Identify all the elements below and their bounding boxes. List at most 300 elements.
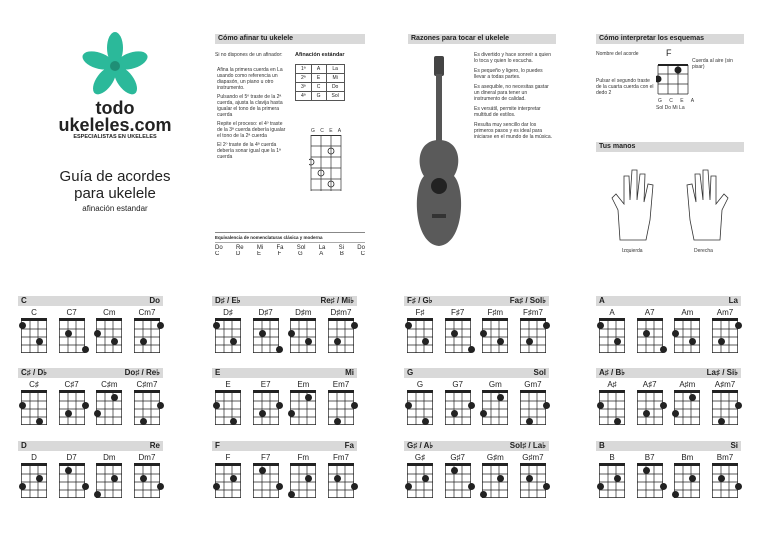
fretboard [520, 390, 546, 422]
finger-dot [660, 402, 667, 409]
finger-dot [36, 338, 43, 345]
logo-line1: todo [95, 98, 135, 118]
chord-diagram [250, 308, 282, 350]
finger-dot [422, 418, 429, 425]
chord-name: Gm [488, 380, 502, 389]
finger-dot [689, 338, 696, 345]
hands-title: Tus manos [596, 142, 744, 152]
finger-dot [468, 346, 475, 353]
chord-block-header [212, 368, 357, 378]
chord-diagram [709, 308, 741, 350]
fretboard [407, 390, 433, 422]
chord-block [404, 368, 549, 422]
fretboard [674, 318, 700, 350]
chord-name: D♯ [223, 308, 233, 317]
finger-dot [36, 418, 43, 425]
chord-row [404, 308, 549, 350]
cover-title [40, 168, 190, 213]
chord-diagram [212, 380, 244, 422]
chord-root-en: A♯ / B♭ [599, 368, 625, 377]
finger-dot [543, 402, 550, 409]
chord-block [212, 296, 357, 350]
fretboard [96, 463, 122, 495]
fretboard [21, 390, 47, 422]
chord-name: E [225, 380, 231, 389]
chord-diagram [93, 453, 125, 495]
finger-dot [19, 402, 26, 409]
chord-diagram [250, 380, 282, 422]
fretboard [290, 463, 316, 495]
chord-block-header [596, 368, 741, 378]
chord-block-header [404, 368, 549, 378]
fretboard [328, 390, 354, 422]
finger-dot [689, 394, 696, 401]
chord-block [596, 296, 741, 350]
cover-subtitle: afinación estandar [82, 204, 148, 213]
finger-dot [451, 410, 458, 417]
finger-dot [643, 410, 650, 417]
chord-name: F♯7 [450, 308, 465, 317]
diagram-open-label: Cuerda al aire (sin pisar) [692, 58, 733, 70]
tuning-step: Repite el proceso: el 4º traste de la 3ª cuerda debería igualar el tono de la 2ª cuerda [217, 121, 286, 139]
chord-root-es: Mi [345, 368, 354, 377]
chord-block-header [212, 441, 357, 451]
fretboard [21, 463, 47, 495]
chord-diagram [404, 453, 436, 495]
chord-diagram [442, 380, 474, 422]
finger-dot [157, 483, 164, 490]
cell: Sol [326, 92, 344, 101]
fretboard [215, 390, 241, 422]
equiv-top: Sol [296, 245, 306, 251]
chord-name: F7 [260, 453, 271, 462]
chord-diagram [596, 453, 628, 495]
chord-diagram [709, 380, 741, 422]
chord-root-en: C♯ / D♭ [21, 368, 47, 377]
chord-diagram [56, 308, 88, 350]
finger-dot [157, 402, 164, 409]
chord-diagram [93, 308, 125, 350]
equiv-bottom: E [256, 251, 261, 256]
equiv-top: Mi [256, 245, 264, 251]
chord-diagram [442, 453, 474, 495]
finger-dot [660, 483, 667, 490]
fretboard [599, 463, 625, 495]
chord-root-es: Sol♯ / La♭ [509, 441, 546, 450]
chord-root-es: Fa [344, 441, 354, 450]
diagram-title: Cómo interpretar los esquemas [596, 34, 744, 44]
chord-block-header [404, 441, 549, 451]
chord-diagram [56, 453, 88, 495]
finger-dot [82, 402, 89, 409]
chord-root-en: E [215, 368, 221, 377]
fretboard [290, 390, 316, 422]
chord-name: G♯7 [450, 453, 465, 462]
fretboard [712, 318, 738, 350]
chord-row [212, 380, 357, 422]
tuning-step: El 2º traste de la 4ª cuerda debería sonar igual que la 1ª cuerda [217, 142, 281, 160]
finger-dot [19, 322, 26, 329]
fretboard [407, 318, 433, 350]
fretboard [96, 318, 122, 350]
chord-row [18, 308, 163, 350]
chord-block [596, 441, 741, 495]
chord-row [596, 453, 741, 495]
chord-row [212, 308, 357, 350]
chord-row [18, 380, 163, 422]
finger-dot [65, 410, 72, 417]
diagram-name: F [666, 48, 672, 58]
logo [50, 30, 180, 140]
fretboard [253, 318, 279, 350]
chord-diagram [479, 380, 511, 422]
chord-diagram [517, 453, 549, 495]
chord-root-en: A [599, 296, 605, 305]
chord-name: C7 [66, 308, 77, 317]
chord-name: D♯m [295, 308, 312, 317]
fretboard [134, 318, 160, 350]
tuning-table-title: Afinación estándar [295, 52, 345, 58]
chord-name: Dm7 [138, 453, 156, 462]
finger-dot [259, 467, 266, 474]
chord-diagram [634, 453, 666, 495]
chord-block-header [596, 296, 741, 306]
fretboard [674, 390, 700, 422]
finger-dot [735, 402, 742, 409]
finger-dot [305, 475, 312, 482]
equiv-top: La [318, 245, 326, 251]
tuning-panel [215, 34, 365, 256]
finger-dot [614, 338, 621, 345]
chord-name: E7 [260, 380, 271, 389]
finger-dot [351, 483, 358, 490]
finger-dot [276, 346, 283, 353]
chord-name: Em [297, 380, 310, 389]
fretboard [482, 390, 508, 422]
cell: 4ª [296, 92, 312, 101]
finger-dot [643, 330, 650, 337]
finger-dot [19, 483, 26, 490]
chord-name: G♯ [414, 453, 426, 462]
diagram-example [656, 64, 690, 96]
finger-dot [451, 467, 458, 474]
finger-dot [259, 330, 266, 337]
chord-diagram [671, 453, 703, 495]
fretboard [407, 463, 433, 495]
diagram-strings-es: Sol Do Mi La [656, 105, 685, 111]
finger-dot [614, 475, 621, 482]
chord-block-header [596, 441, 741, 451]
logo-line2: ukeleles.com [58, 115, 172, 135]
equiv-bottom: C [215, 251, 220, 256]
hands-image [610, 160, 730, 246]
chord-root-es: Do [149, 296, 160, 305]
finger-dot [305, 338, 312, 345]
finger-dot [213, 322, 220, 329]
fretboard [253, 390, 279, 422]
chord-name: A♯m7 [714, 380, 736, 389]
finger-dot [82, 483, 89, 490]
chord-diagram [131, 380, 163, 422]
finger-dot [111, 338, 118, 345]
fretboard [215, 463, 241, 495]
chord-diagram [287, 380, 319, 422]
chord-diagram [671, 380, 703, 422]
fretboard [59, 318, 85, 350]
chord-name: B7 [644, 453, 655, 462]
chord-name: G♯m7 [522, 453, 544, 462]
cell: Mi [326, 74, 344, 83]
chord-diagram [517, 380, 549, 422]
chord-root-es: Fa♯ / Sol♭ [509, 296, 546, 305]
chord-root-en: F♯ / G♭ [407, 296, 433, 305]
chord-diagram [131, 308, 163, 350]
chord-name: F♯ [415, 308, 425, 317]
fretboard [599, 390, 625, 422]
fretboard [482, 463, 508, 495]
chord-row [404, 453, 549, 495]
fretboard [637, 318, 663, 350]
chord-name: C♯ [29, 380, 39, 389]
tuning-fretboard [309, 135, 343, 191]
finger-dot [422, 475, 429, 482]
reasons-panel [408, 34, 556, 140]
reason-item: Es versátil, permite interpretar multitud de estilos. [474, 106, 541, 118]
chord-root-es: La [728, 296, 738, 305]
chord-row [18, 453, 163, 495]
chord-name: A [609, 308, 615, 317]
equiv-bottom: C [360, 251, 365, 256]
reason-item: Resulta muy sencillo dar los primeros pasos y es ideal para iniciarse en el mundo de la música. [474, 122, 553, 140]
chord-name: Fm7 [332, 453, 349, 462]
chord-name: F♯m7 [522, 308, 543, 317]
finger-dot [405, 402, 412, 409]
chord-diagram [442, 308, 474, 350]
finger-dot [111, 475, 118, 482]
reason-item: Es pequeño y ligero, lo puedes llevar a todas partes. [474, 68, 543, 80]
finger-dot [65, 330, 72, 337]
finger-dot [213, 483, 220, 490]
tuning-strings: G C E A [311, 128, 344, 134]
fretboard [712, 463, 738, 495]
finger-dot [468, 402, 475, 409]
chord-root-en: D♯ / E♭ [215, 296, 241, 305]
tuning-step: Pulsando el 5º traste de la 2ª cuerda, ajusta la clavija hasta igualar el tono de la primera cuerda [217, 94, 283, 118]
chord-name: G7 [452, 380, 463, 389]
chord-diagram [93, 380, 125, 422]
chord-name: C [31, 308, 37, 317]
tuning-step: Afina la primera cuerda en La usando como referencia un diapasón, un piano u otro instrumento. [217, 67, 283, 91]
finger-dot [643, 467, 650, 474]
cover-title-1: Guía de acordes [59, 168, 171, 185]
chord-diagram [479, 308, 511, 350]
finger-dot [351, 322, 358, 329]
reason-item: Es asequible, no necesitas gastar un dineral para tener un instrumento de calidad. [474, 84, 549, 102]
fretboard [520, 318, 546, 350]
finger-dot [259, 410, 266, 417]
chord-root-en: C [21, 296, 27, 305]
chord-block [404, 441, 549, 495]
chord-name: B [609, 453, 615, 462]
chord-root-en: G [407, 368, 414, 377]
finger-dot [614, 418, 621, 425]
chord-name: C♯m [101, 380, 118, 389]
fretboard [134, 390, 160, 422]
chord-block [18, 296, 163, 350]
fretboard [328, 463, 354, 495]
fretboard [520, 463, 546, 495]
chord-name: Cm7 [138, 308, 156, 317]
fretboard [253, 463, 279, 495]
chord-root-es: Re♯ / Mi♭ [320, 296, 354, 305]
chord-root-en: D [21, 441, 27, 450]
fretboard [215, 318, 241, 350]
equiv-top: Fa [276, 245, 284, 251]
finger-dot [305, 394, 312, 401]
fretboard [674, 463, 700, 495]
finger-dot [422, 338, 429, 345]
chord-block [212, 441, 357, 495]
finger-dot [230, 475, 237, 482]
fretboard [445, 318, 471, 350]
chord-diagram [250, 453, 282, 495]
cell: A [311, 65, 326, 74]
chord-diagram [325, 308, 357, 350]
chord-root-es: Re [149, 441, 160, 450]
chord-diagram [287, 453, 319, 495]
chord-row [404, 380, 549, 422]
fretboard [59, 463, 85, 495]
finger-dot [276, 483, 283, 490]
chord-name: Fm [297, 453, 310, 462]
finger-dot [82, 346, 89, 353]
equiv-top: Re [235, 245, 244, 251]
cover-title-2: para ukelele [74, 185, 156, 202]
chord-block [18, 368, 163, 422]
fretboard [712, 390, 738, 422]
cell: E [311, 74, 326, 83]
equiv-bottom: G [297, 251, 303, 256]
diagram-panel [596, 34, 744, 254]
chord-block-header [404, 296, 549, 306]
chord-diagram [287, 308, 319, 350]
chord-diagram [212, 453, 244, 495]
chord-diagram [709, 453, 741, 495]
tuning-title: Cómo afinar tu ukelele [215, 34, 365, 44]
fretboard [328, 318, 354, 350]
hands-left-label: Izquierda [622, 248, 643, 254]
chord-name: A♯7 [642, 380, 657, 389]
finger-dot [213, 402, 220, 409]
chord-diagram [634, 308, 666, 350]
chord-diagram [517, 308, 549, 350]
chord-name: C♯7 [64, 380, 79, 389]
finger-dot [111, 394, 118, 401]
tuning-table [295, 64, 345, 101]
finger-dot [597, 322, 604, 329]
diagram-strings-en: G C E A [658, 98, 698, 104]
chord-name: Gm7 [524, 380, 542, 389]
fretboard [134, 463, 160, 495]
chord-diagram [18, 308, 50, 350]
chord-name: D7 [66, 453, 77, 462]
chord-block-header [212, 296, 357, 306]
equiv-bottom: B [339, 251, 344, 256]
chord-diagram [325, 453, 357, 495]
chord-name: D♯m7 [330, 308, 352, 317]
chord-name: Am7 [716, 308, 734, 317]
chord-diagram [18, 453, 50, 495]
finger-dot [230, 338, 237, 345]
equiv-top: Si [338, 245, 344, 251]
chord-row [596, 380, 741, 422]
chord-name: F♯m [487, 308, 504, 317]
reasons-title: Razones para tocar el ukelele [408, 34, 556, 44]
chord-diagram [131, 453, 163, 495]
finger-dot [276, 402, 283, 409]
chord-root-en: F [215, 441, 220, 450]
finger-dot [543, 322, 550, 329]
chord-diagram [479, 453, 511, 495]
equiv-top: Do [357, 245, 365, 251]
chord-root-es: La♯ / Si♭ [706, 368, 738, 377]
chord-diagram [671, 308, 703, 350]
chord-diagram [325, 380, 357, 422]
chord-name: G♯m [486, 453, 504, 462]
finger-dot [157, 322, 164, 329]
fretboard [445, 463, 471, 495]
reason-item: Es divertido y hace sonreír a quien lo toca y quien lo escucha. [474, 52, 551, 64]
chord-root-en: G♯ / A♭ [407, 441, 434, 450]
finger-dot [36, 475, 43, 482]
equiv-top: Do [215, 245, 223, 251]
chord-name: Bm7 [716, 453, 734, 462]
flower-icon [75, 30, 155, 100]
chord-name: G [416, 380, 424, 389]
chord-name: C♯m7 [136, 380, 158, 389]
chord-diagram [634, 380, 666, 422]
cell: Do [326, 83, 344, 92]
fretboard [637, 390, 663, 422]
chord-diagram [596, 308, 628, 350]
finger-dot [497, 338, 504, 345]
chord-block [18, 441, 163, 495]
finger-dot [468, 483, 475, 490]
chord-name: A♯ [607, 380, 617, 389]
ukulele-image [408, 54, 470, 254]
finger-dot [735, 483, 742, 490]
finger-dot [497, 475, 504, 482]
chord-root-en: B [599, 441, 605, 450]
chord-diagram [56, 380, 88, 422]
finger-dot [597, 483, 604, 490]
chord-name: F [225, 453, 231, 462]
fretboard [445, 390, 471, 422]
finger-dot [351, 402, 358, 409]
tuning-intro: Si no dispones de un afinador: [215, 52, 283, 58]
fretboard [482, 318, 508, 350]
chord-diagram [18, 380, 50, 422]
fretboard [290, 318, 316, 350]
chord-block [596, 368, 741, 422]
cell: 3ª [296, 83, 312, 92]
reasons-list [474, 52, 554, 140]
equiv-title: Equivalencia de nomenclaturas clásica y moderna [215, 232, 365, 240]
fretboard [59, 390, 85, 422]
chord-name: D [31, 453, 37, 462]
finger-dot [735, 322, 742, 329]
chord-diagram [596, 380, 628, 422]
